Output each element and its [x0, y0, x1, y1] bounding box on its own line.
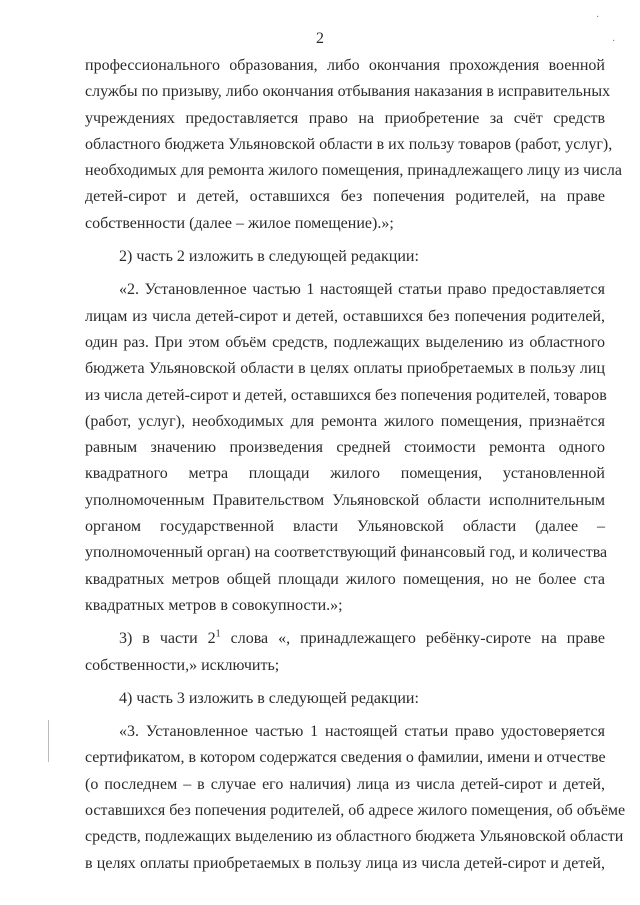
- text-line: 4) часть 3 изложить в следующей редакции:: [119, 689, 419, 707]
- text-line: «3. Установленное частью 1 настоящей статьи право удостоверяется: [119, 723, 605, 741]
- text-line: детей-сирот и детей, оставшихся без попечения родителей, на праве: [85, 188, 605, 206]
- text-line: квадратных метров общей площади жилого помещения, но не более ста: [85, 570, 605, 588]
- text-line: «2. Установленное частью 1 настоящей статьи право предоставляется: [119, 281, 605, 299]
- text-line: средств, подлежащих выделению из областного бюджета Ульяновской области: [85, 828, 624, 846]
- text-line: лицам из числа детей-сирот и детей, оставшихся без попечения родителей,: [85, 307, 605, 325]
- scan-speck: ·: [596, 12, 600, 23]
- text-line: собственности,» исключить;: [85, 656, 280, 674]
- text-line: (работ, услуг), необходимых для ремонта жилого помещения, признаётся: [85, 412, 605, 430]
- text-line: из числа детей-сирот и детей, оставшихся без попечения родителей, товаров: [85, 386, 607, 404]
- text-line: службы по призыву, либо окончания отбывания наказания в исправительных: [85, 83, 611, 101]
- text-segment: 3) в части 2: [119, 630, 216, 648]
- text-line: областного бюджета Ульяновской области в их пользу товаров (работ, услуг),: [85, 135, 613, 153]
- text-line: [85, 626, 605, 652]
- text-line: оставшихся без попечения родителей, об адресе жилого помещения, об объёме: [85, 802, 626, 820]
- text-line: собственности (далее – жилое помещение).»;: [85, 214, 394, 232]
- document-body: [85, 53, 626, 877]
- text-line: необходимых для ремонта жилого помещения, принадлежащего лицу из числа: [85, 162, 622, 180]
- text-line: квадратных метров в совокупности.»;: [85, 596, 343, 614]
- text-line: органом государственной власти Ульяновской области (далее –: [85, 518, 605, 536]
- text-line: профессионального образования, либо окончания прохождения военной: [85, 57, 605, 74]
- text-line: один раз. При этом объём средств, подлежащих выделению из областного: [85, 333, 605, 351]
- text-line: уполномоченным Правительством Ульяновской области исполнительным: [85, 491, 605, 509]
- text-segment: слова «, принадлежащего ребёнку-сироте на праве: [220, 630, 605, 648]
- text-line: в целях оплаты приобретаемых в пользу лица из числа детей-сирот и детей,: [85, 854, 605, 872]
- scan-speck: ·: [612, 36, 616, 47]
- text-line: учреждениях предоставляется право на приобретение за счёт средств: [85, 109, 605, 127]
- text-line: 2) часть 2 изложить в следующей редакции:: [119, 248, 419, 266]
- scan-margin-line: [48, 720, 49, 762]
- text-line: бюджета Ульяновской области в целях оплаты приобретаемых в пользу лиц: [85, 360, 605, 378]
- text-line: (о последнем – в случае его наличия) лица из числа детей-сирот и детей,: [85, 775, 605, 793]
- text-line: равным значению произведения средней стоимости ремонта одного: [85, 439, 605, 457]
- text-line: уполномоченный орган) на соответствующий финансовый год, и количества: [85, 544, 608, 562]
- text-line: сертификатом, в котором содержатся сведения о фамилии, имени и отчестве: [85, 749, 606, 767]
- page-number: 2: [316, 30, 324, 47]
- superscript: 1: [215, 628, 221, 640]
- text-line: квадратного метра площади жилого помещения, установленной: [85, 465, 605, 483]
